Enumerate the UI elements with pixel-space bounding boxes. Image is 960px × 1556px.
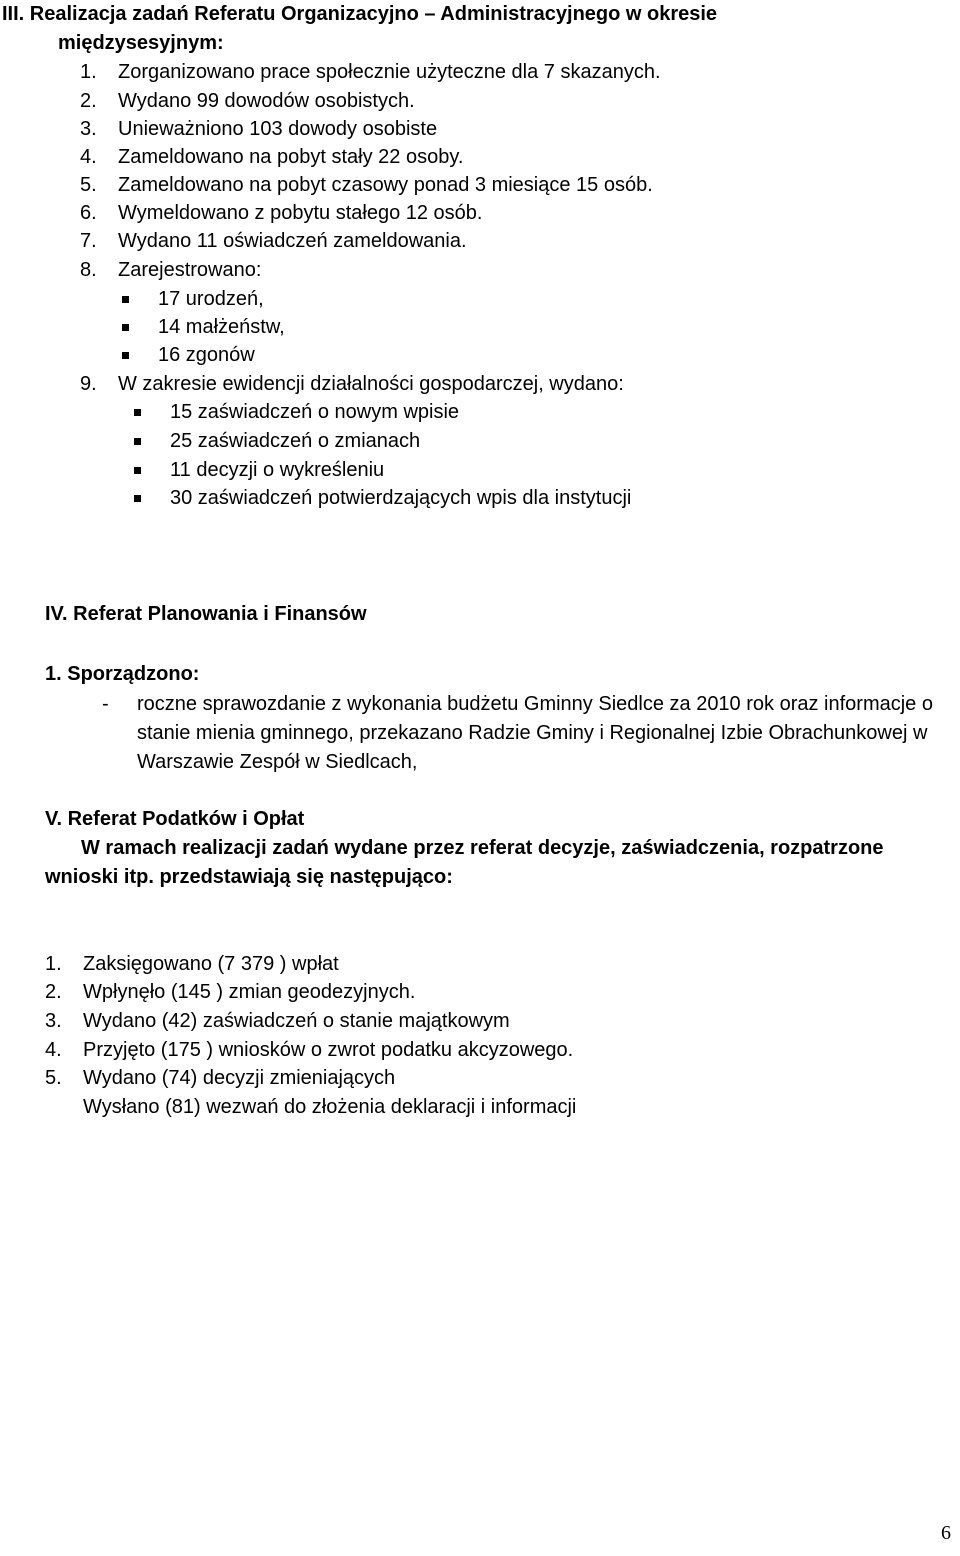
list-item-number: 8. xyxy=(80,259,97,281)
list-item xyxy=(80,227,467,256)
sub-list-item-text: 17 urodzeń, xyxy=(158,288,264,310)
list-item-number: 4. xyxy=(80,146,97,168)
list-item-text: Wydano (42) zaświadczeń o stanie majątkowym xyxy=(83,1010,510,1032)
list-item-number: 9. xyxy=(80,373,97,395)
list-item-number: 6. xyxy=(80,202,97,224)
list-item-text: Zarejestrowano: xyxy=(118,259,262,281)
list-item-text: Zorganizowano prace społecznie użyteczne dla 7 skazanych. xyxy=(118,61,661,83)
square-bullet-icon xyxy=(122,296,129,303)
dash-bullet: - xyxy=(102,693,109,715)
list-item-text: Przyjęto (175 ) wniosków o zwrot podatku akcyzowego. xyxy=(83,1039,574,1061)
square-bullet-icon xyxy=(122,352,129,359)
list-item-text: Zaksięgowano (7 379 ) wpłat xyxy=(83,953,339,975)
list-item-text: W zakresie ewidencji działalności gospodarczej, wydano: xyxy=(118,373,624,395)
sub-list-item-text: 11 decyzji o wykreśleniu xyxy=(170,459,385,481)
list-item xyxy=(80,256,262,285)
list-item xyxy=(80,143,464,172)
sub-list-item-text: 30 zaświadczeń potwierdzających wpis dla instytucji xyxy=(170,487,632,509)
list-item xyxy=(45,978,416,1007)
square-bullet-icon xyxy=(134,438,141,445)
list-item-number: 3. xyxy=(80,118,97,140)
list-item-number: 5. xyxy=(45,1067,62,1089)
section-3-title-line-1: III. Realizacja zadań Referatu Organizacyjno – Administracyjnego w okresie xyxy=(2,3,718,25)
paragraph-line: Warszawie Zespół w Siedlcach, xyxy=(137,751,418,773)
section-5-intro-line-1: W ramach realizacji zadań wydane przez referat decyzje, zaświadczenia, rozpatrzone xyxy=(81,837,884,859)
list-item xyxy=(80,87,415,116)
list-item xyxy=(80,370,624,399)
list-item-number: 2. xyxy=(80,90,97,112)
list-item-text: Wydano 99 dowodów osobistych. xyxy=(118,90,415,112)
section-4-title: IV. Referat Planowania i Finansów xyxy=(45,603,367,625)
list-item-number: 5. xyxy=(80,174,97,196)
section-3-title-line-2: międzysesyjnym: xyxy=(58,32,224,54)
list-item-number: 4. xyxy=(45,1039,62,1061)
list-item-text: Unieważniono 103 dowody osobiste xyxy=(118,118,438,140)
list-item xyxy=(45,1036,574,1065)
section-5-intro-line-2: wnioski itp. przedstawiają się następująco: xyxy=(45,866,453,888)
list-item xyxy=(80,171,653,200)
list-item-text: Wydano 11 oświadczeń zameldowania. xyxy=(118,230,467,252)
paragraph-line: roczne sprawozdanie z wykonania budżetu Gminny Siedlce za 2010 rok oraz informacje o xyxy=(137,693,933,715)
section-5-title: V. Referat Podatków i Opłat xyxy=(45,808,305,830)
sub-list-item-text: 16 zgonów xyxy=(158,344,255,366)
list-item xyxy=(45,950,339,979)
list-item-text: Wpłynęło (145 ) zmian geodezyjnych. xyxy=(83,981,416,1003)
square-bullet-icon xyxy=(134,495,141,502)
list-item-number: 1. xyxy=(80,61,97,83)
list-item xyxy=(80,115,438,144)
square-bullet-icon xyxy=(134,467,141,474)
sub-list-item-text: 25 zaświadczeń o zmianach xyxy=(170,430,421,452)
list-item-text: Wymeldowano z pobytu stałego 12 osób. xyxy=(118,202,483,224)
list-item xyxy=(80,58,661,87)
list-item xyxy=(45,1064,396,1093)
list-continuation-line: Wysłano (81) wezwań do złożenia deklaracji i informacji xyxy=(83,1096,577,1118)
sub-list-item-text: 15 zaświadczeń o nowym wpisie xyxy=(170,401,460,423)
sub-list-item-text: 14 małżeństw, xyxy=(158,316,285,338)
list-item-number: 1. xyxy=(45,953,62,975)
list-item xyxy=(45,1007,510,1036)
square-bullet-icon xyxy=(122,324,129,331)
list-item-number: 7. xyxy=(80,230,97,252)
list-item-number: 2. xyxy=(45,981,62,1003)
paragraph-line: stanie mienia gminnego, przekazano Radzie Gminy i Regionalnej Izbie Obrachunkowej w xyxy=(137,722,928,744)
page-number: 6 xyxy=(941,1522,951,1544)
list-item xyxy=(80,199,483,228)
list-item-text: Zameldowano na pobyt stały 22 osoby. xyxy=(118,146,464,168)
square-bullet-icon xyxy=(134,409,141,416)
list-item-text: Zameldowano na pobyt czasowy ponad 3 miesiące 15 osób. xyxy=(118,174,653,196)
list-item-text: Wydano (74) decyzji zmieniających xyxy=(83,1067,396,1089)
section-4-subheading: 1. Sporządzono: xyxy=(45,663,200,685)
list-item-number: 3. xyxy=(45,1010,62,1032)
